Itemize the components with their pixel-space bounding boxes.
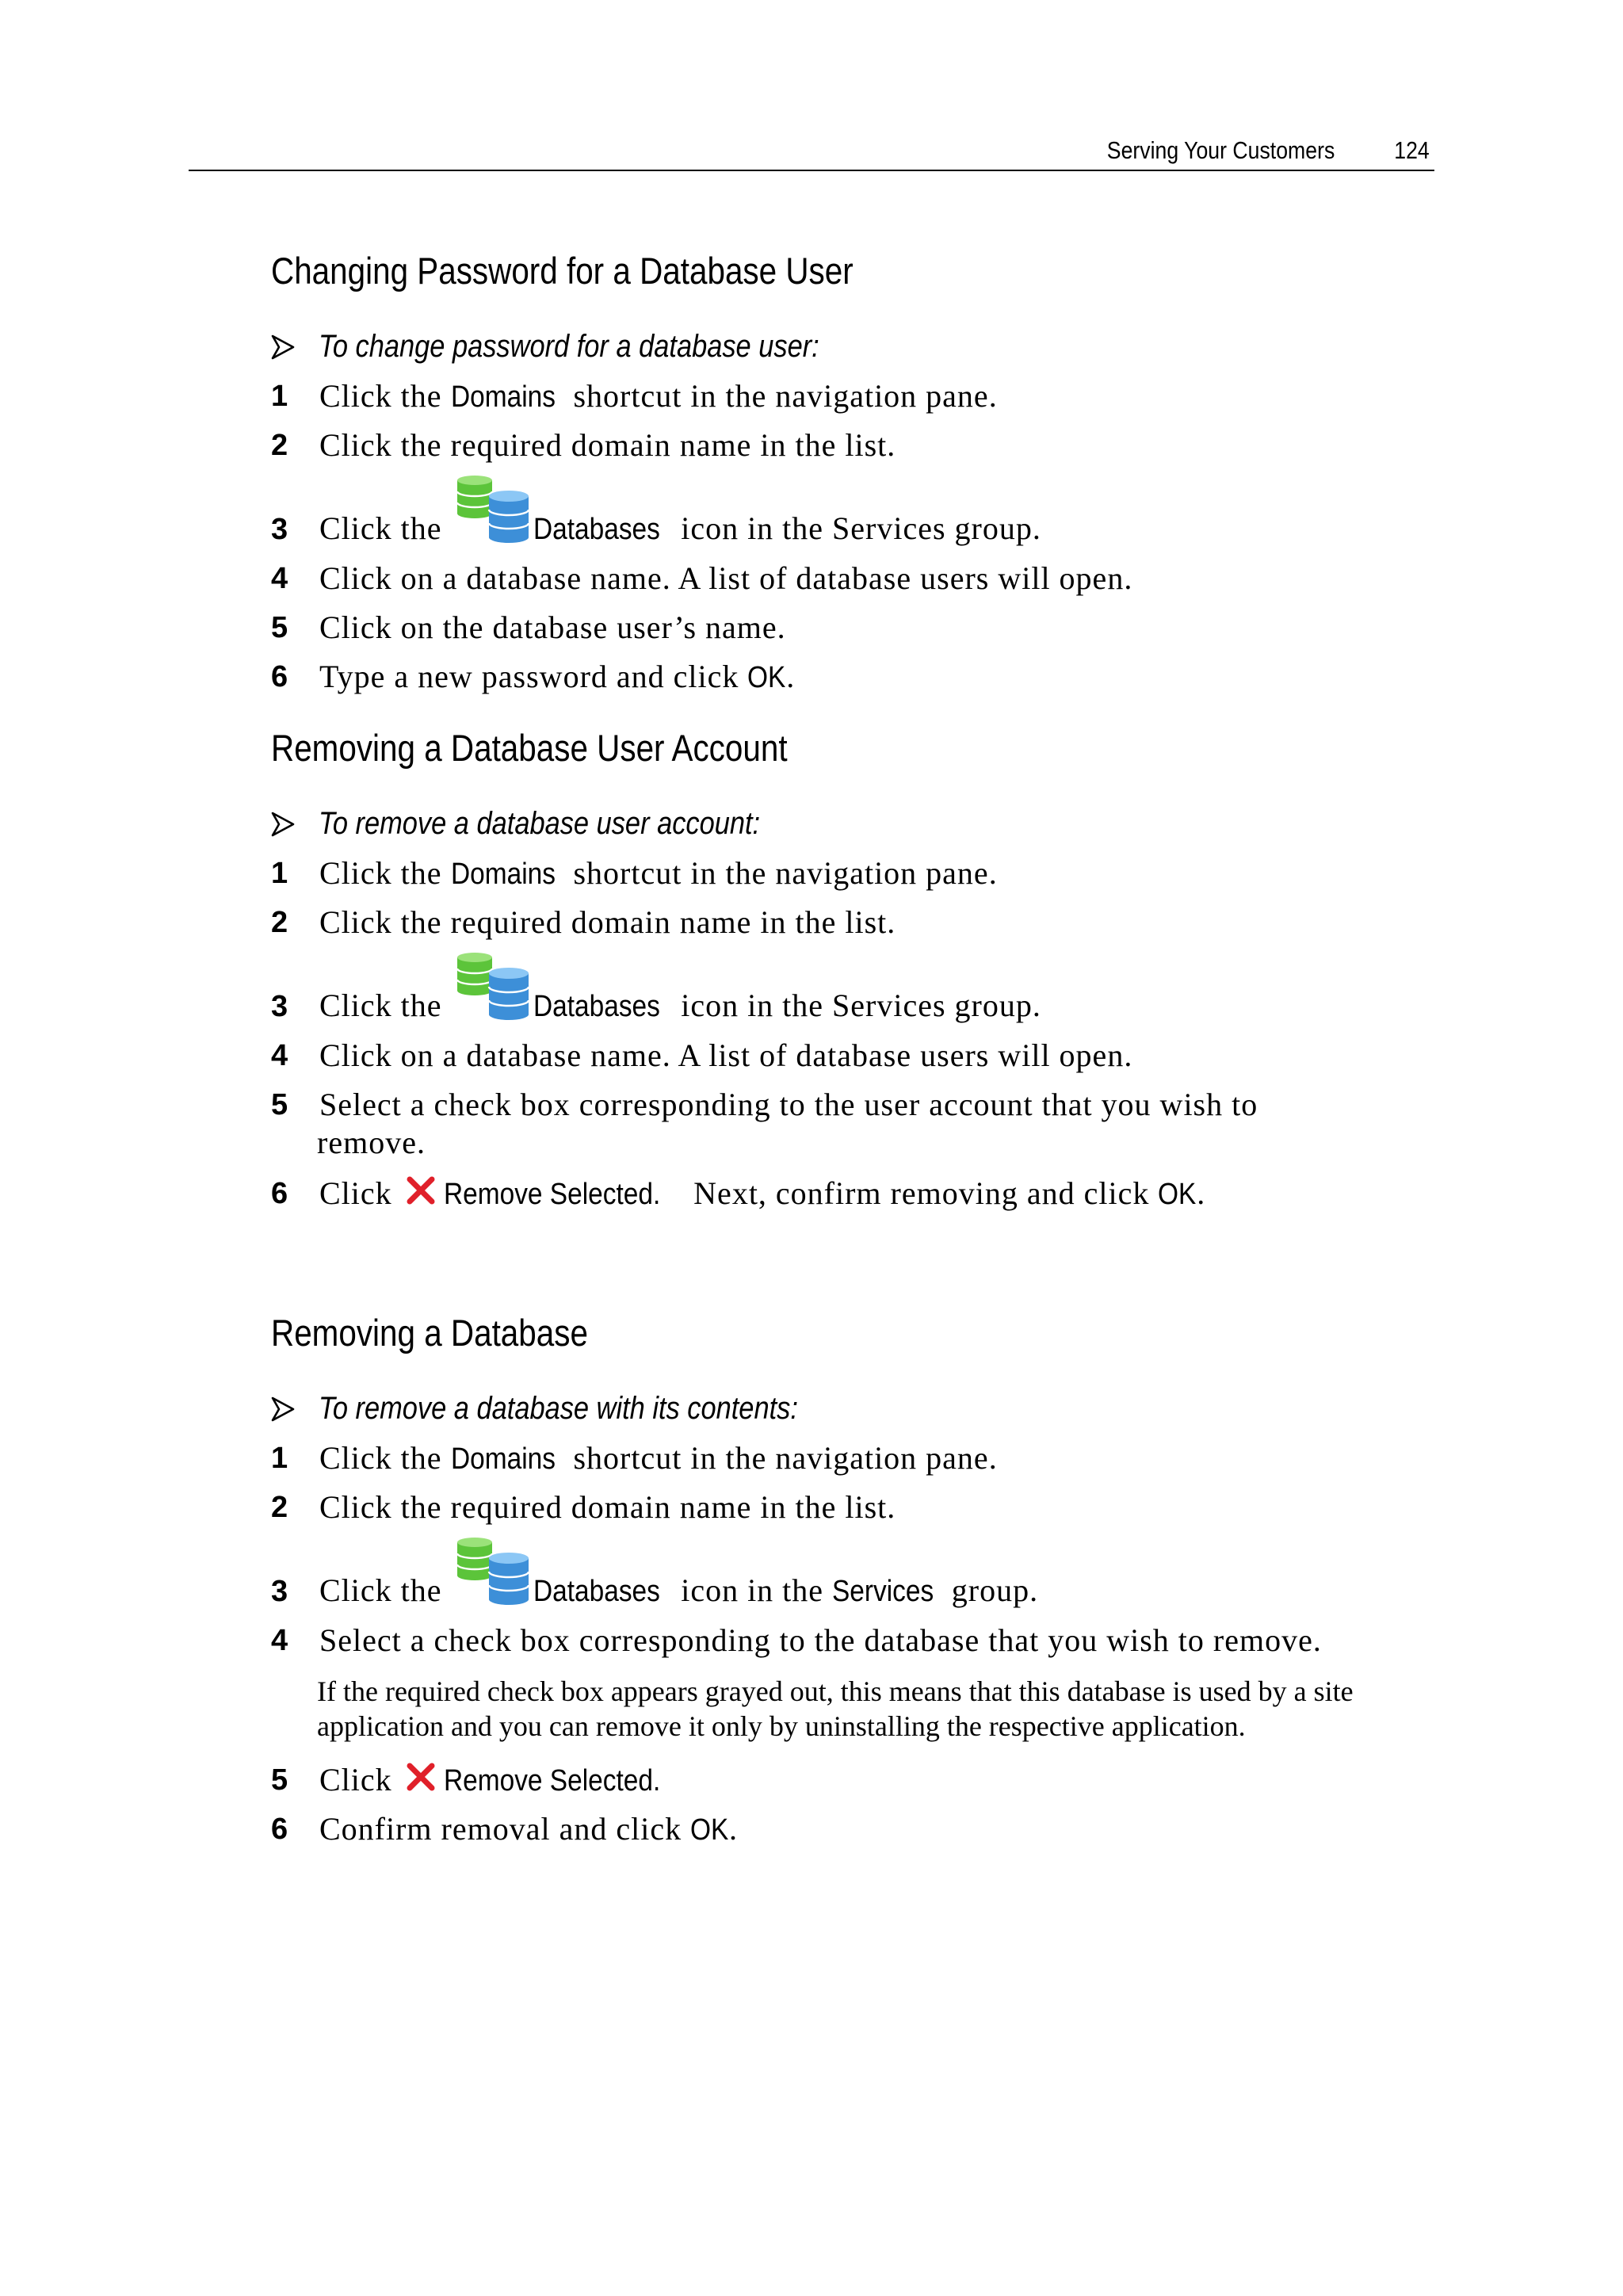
arrowhead-icon (271, 807, 295, 832)
ui-label-databases: Databases (533, 513, 660, 546)
step-note: If the required check box appears grayed out, this means that this database is used by a site application and you can remove it only by uninstalling the respective application. (317, 1675, 1354, 1742)
red-x-icon (406, 1762, 436, 1792)
section-heading: Changing Password for a Database User (271, 250, 854, 292)
red-x-icon (406, 1175, 436, 1205)
running-header (189, 135, 1434, 171)
ui-label-domains: Domains (450, 1442, 556, 1476)
page-number: 124 (1394, 136, 1430, 164)
ui-label-ok: OK (747, 661, 786, 694)
ui-label-databases: Databases (533, 1575, 660, 1608)
procedure-title: To remove a database user account: (271, 804, 832, 843)
ui-label-domains: Domains (450, 380, 556, 414)
ui-label-remove-selected: Remove Selected. (443, 1178, 660, 1211)
ui-label-domains: Domains (450, 858, 556, 891)
section-heading: Removing a Database (271, 1312, 588, 1354)
database-stack-icon (457, 1538, 529, 1609)
section-heading: Removing a Database User Account (271, 727, 788, 769)
ui-label-remove-selected: Remove Selected. (443, 1764, 660, 1797)
document-page: Serving Your Customers 124 Changing Password for a Database User To change password for a database user: 1 Click the Domains shortcut in the navigation pane. 2 Click the required domain name in the list. 3 Click the Databases icon in the Services group. 4 Click on a database name. A list of database users will open. 5 Click on the database user’s name. 6 Type a new password and click OK. Removing a Database User Account To remove a database user account: 1 Click the Domains shortcut in the navigation pane. 2 Click the required domain name in the list. 3 Click the Databases icon in the Services group. 4 Click on a database name. A list of database users will open. 5 Select a check box corresponding to the user account that you wish to remove. 6 Click Remove Selected. Next, confirm removing and click OK. Removing a Database To remove a database with its contents: 1 Click the Domains shortcut in the navigation pane. 2 Click the required domain name in the list. 3 Click the Databases icon in the Services group. 4 Select a check box corresponding to the database that you wish to remove. If the required check box appears grayed out, this means that this database is used by a site application and you can remove it only by uninstalling the respective application. 5 Click Remove Selected. 6 Confirm removal and click OK. (0, 0, 1623, 2296)
procedure-title: To remove a database with its contents: (271, 1389, 876, 1428)
ui-label-services: Services (832, 1575, 934, 1608)
header-title: Serving Your Customers (1106, 136, 1335, 164)
database-stack-icon (457, 476, 529, 547)
arrowhead-icon (271, 330, 295, 355)
ui-label-ok: OK (1158, 1178, 1197, 1211)
procedure-title: To change password for a database user: (271, 327, 901, 366)
ui-label-ok: OK (690, 1813, 729, 1847)
ui-label-databases: Databases (533, 990, 660, 1023)
step: 5 Select a check box corresponding to the user account that you wish to remove. (271, 1087, 1258, 1160)
database-stack-icon (457, 953, 529, 1024)
arrowhead-icon (271, 1392, 295, 1417)
